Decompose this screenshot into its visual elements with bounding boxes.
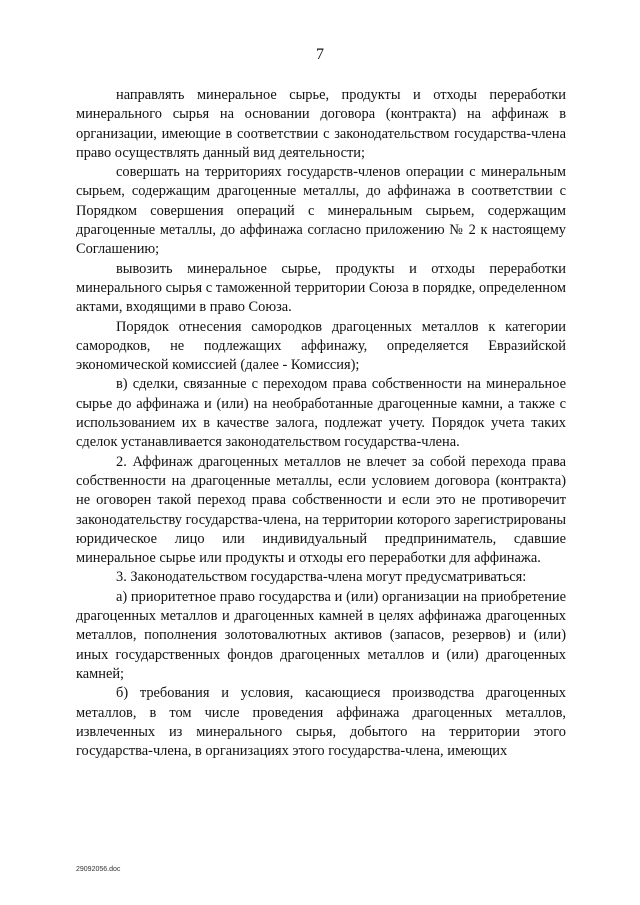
paragraph-7: 3. Законодательством государства-члена могут предусматриваться: (116, 569, 527, 586)
paragraph-1: направлять минеральное сырье, продукты и отходы переработки минерального сырья на основании договора (контракта) на аффинаж в организации, имеющие в соответствии с законодательством государства-члена право осуществлять данный вид деятельности; (76, 87, 566, 161)
footer-filename: 29092056.doc (76, 866, 121, 873)
paragraph-3: вывозить минеральное сырье, продукты и отходы переработки минерального сырья с таможенной территории Союза в порядке, определенном актами, входящими в право Союза. (76, 260, 566, 316)
page-number: 7 (316, 46, 324, 63)
paragraph-8: а) приоритетное право государства и (или) организации на приобретение драгоценных металлов и драгоценных камней в целях аффинажа драгоценных металлов, пополнения золотовалютных активов (запасов, резервов) и (или) иных государственных фондов драгоценных металлов и (или) драгоценных камней; (76, 588, 566, 682)
paragraph-5: в) сделки, связанные с переходом права собственности на минеральное сырье до аффинажа и (или) на необработанные драгоценные камни, а также с использованием их в качестве залога, подлежат учету. Порядок учета таких сделок устанавливается законодательством государства-члена. (76, 376, 566, 451)
paragraph-9: б) требования и условия, касающиеся производства драгоценных металлов, в том числе проведения аффинажа драгоценных металлов, извлеченных из минерального сырья, добытого на территории этого государства-члена, в организациях этого государства-члена, имеющих (76, 685, 566, 760)
paragraph-6: 2. Аффинаж драгоценных металлов не влечет за собой перехода права собственности на драгоценные металлы, если условием договора (контракта) не оговорен такой переход права собственности и если это не противоречит законодательству государства-члена, на территории которого зарегистрированы юридическое лицо или индивидуальный предприниматель, сдавшие минеральное сырье или продукты и отходы его переработки для аффинажа. (76, 453, 566, 567)
document-body (76, 86, 566, 761)
paragraph-4: Порядок отнесения самородков драгоценных металлов к категории самородков, не подлежащих аффинажу, определяется Евразийской экономической комиссией (далее - Комиссия); (76, 318, 566, 374)
paragraph-2: совершать на территориях государств-членов операции с минеральным сырьем, содержащим драгоценные металлы, до аффинажа в соответствии с Порядком совершения операций с минеральным сырьем, содержащим драгоценные металлы, до аффинажа согласно приложению № 2 к настоящему Соглашению; (76, 164, 566, 258)
